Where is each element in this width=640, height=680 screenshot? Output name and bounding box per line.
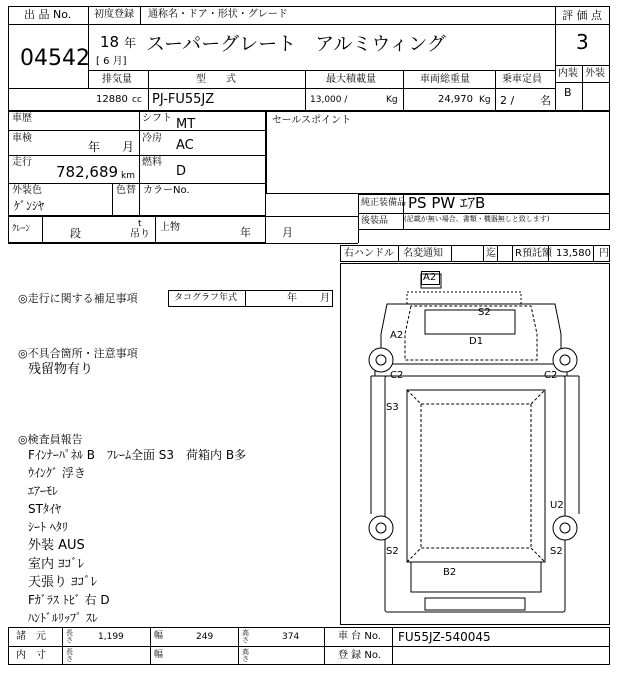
inspection-label: 車検: [12, 133, 32, 144]
mileage-value: 782,689: [56, 163, 119, 181]
damage-mark: S2: [478, 307, 491, 318]
height-label: 高さ: [242, 629, 249, 644]
inspector-line: 天張り ﾖｺﾞﾚ: [28, 575, 98, 590]
max-load-label: 最大積載量: [326, 74, 376, 85]
damage-mark: A2: [390, 330, 404, 341]
damage-mark: A2: [423, 272, 437, 283]
gross-weight-unit: Kg: [479, 95, 491, 105]
shift-label: シフト: [142, 113, 172, 124]
damage-mark: C2: [544, 370, 558, 381]
vehicle-info-frame: [8, 111, 266, 216]
lot-label: 出 品 No.: [24, 8, 72, 21]
length-label: 長さ: [66, 629, 73, 644]
r-mileage-unit: 円: [599, 248, 609, 259]
damage-mark: S2: [386, 546, 399, 557]
crane-label: ｸﾚｰﾝ: [12, 224, 31, 234]
exterior-color-value: ｹﾞﾝｼﾔ: [14, 199, 45, 213]
inner-dims-row-label: 内 寸: [16, 650, 46, 661]
crane-steps: 段: [70, 227, 81, 240]
steering-hand: 右ハンドル: [344, 248, 394, 259]
exterior-grade-label: 外装: [585, 68, 605, 79]
inspection-month: 月: [122, 140, 135, 154]
equipment-value: PS PW ｴｱB: [408, 194, 486, 212]
name-change-box: [451, 245, 484, 262]
grade-label: 評 価 点: [562, 9, 602, 22]
gross-weight-label: 車両総重量: [420, 74, 470, 85]
gross-weight-value: 24,970: [438, 94, 473, 105]
damage-mark: S3: [386, 402, 399, 413]
inspector-line: ｴｱｰﾓﾚ: [28, 484, 59, 498]
model-code: PJ-FU55JZ: [152, 92, 215, 107]
aftermarket-label: 後装品: [361, 216, 389, 226]
crane-lift: 吊り: [130, 229, 150, 240]
capacity-label: 乗車定員: [502, 74, 542, 85]
mileage-unit: km: [121, 171, 135, 181]
damage-mark: D1: [469, 336, 484, 347]
inspector-line: ｳｲﾝｸﾞ 浮き: [28, 466, 86, 480]
capacity-value: 2 /: [500, 94, 515, 107]
stamp-label: 迄: [486, 248, 496, 259]
inspector-line: Fｲﾝﾅｰﾊﾟﾈﾙ B ﾌﾚｰﾑ全面 S3 荷箱内 B多: [28, 448, 247, 462]
shift-value: MT: [176, 117, 196, 132]
mileage-label: 走行: [12, 157, 32, 168]
color-code-label: カラーNo.: [143, 185, 190, 196]
r-mileage-label: R預託額: [515, 248, 552, 259]
tachograph-month: 月: [320, 293, 330, 304]
ac-label: 冷房: [142, 133, 162, 144]
fuel-value: D: [176, 164, 187, 179]
registration-number-label: 登 録 No.: [338, 650, 381, 661]
inspector-line: 外装 AUS: [28, 538, 85, 553]
registration-month: [ 6 月]: [96, 56, 127, 67]
driving-notes-label: ◎走行に関する補足事項: [18, 292, 138, 305]
inspector-line: ｼｰﾄ ﾍﾀﾘ: [28, 520, 68, 534]
registration-year-unit: 年: [124, 36, 137, 50]
damage-mark: C2: [390, 370, 404, 381]
ac-value: AC: [176, 138, 194, 153]
length-label: 長さ: [66, 648, 73, 663]
defect-line: 残留物有り: [28, 362, 94, 377]
height-value: 374: [282, 632, 300, 642]
height-label: 高さ: [242, 648, 249, 663]
width-value: 249: [196, 632, 214, 642]
sales-points-label: セールスポイント: [272, 115, 352, 126]
damage-diagram: [340, 263, 610, 625]
chassis-number: FU55JZ-540045: [398, 630, 491, 644]
max-load-unit: Kg: [386, 95, 398, 105]
stamp-box: [497, 245, 513, 262]
registration-year: 18: [100, 33, 120, 51]
equipment-label: 純正装備品: [361, 198, 407, 208]
tachograph-label: タコグラフ年式: [174, 293, 238, 303]
inspector-line: 室内 ﾖｺﾞﾚ: [28, 557, 85, 572]
name-change-label: 名変通知: [403, 248, 443, 259]
color-change-label: 色替: [116, 185, 136, 196]
inspector-line: ﾊﾝﾄﾞﾙﾘｯﾌﾟ ｽﾚ: [28, 611, 98, 625]
chassis-label: 車 台 No.: [338, 631, 381, 642]
displacement-unit: cc: [132, 95, 142, 105]
specs-row-label: 諸 元: [16, 631, 46, 642]
history-label: 車歴: [12, 113, 32, 124]
interior-grade: B: [564, 86, 572, 99]
damage-mark: U2: [550, 500, 564, 511]
damage-mark: S2: [550, 546, 563, 557]
capacity-unit: 名: [540, 94, 551, 107]
displacement-label: 排気量: [102, 74, 132, 85]
max-load-value: 13,000 /: [310, 95, 348, 105]
lot-number: 04542: [20, 46, 90, 71]
width-label: 幅: [154, 631, 164, 641]
inspection-year: 年: [88, 140, 101, 154]
overall-grade: 3: [576, 30, 589, 54]
displacement-value: 12880: [96, 94, 128, 105]
inspector-line: Fｶﾞﾗｽ ﾄﾋﾞ 右 D: [28, 593, 110, 607]
defects-label: ◎不具合箇所・注意事項: [18, 347, 138, 360]
inspector-line: STﾀｲﾔ: [28, 502, 61, 516]
upper-label: 上物: [160, 222, 180, 233]
fuel-label: 燃料: [142, 157, 162, 168]
r-mileage-value: 13,580: [556, 248, 591, 259]
name-label: 通称名・ドア・形状・グレード: [148, 9, 288, 20]
damage-mark: B2: [443, 567, 457, 578]
length-value: 1,199: [98, 632, 124, 642]
truck-outline: [341, 264, 609, 624]
model-label: 型 式: [196, 74, 236, 85]
inspector-report-label: ◎検査員報告: [18, 433, 83, 446]
interior-grade-label: 内装: [558, 68, 578, 79]
crane-ton: t: [138, 219, 142, 229]
width-label: 幅: [154, 650, 164, 660]
upper-year: 年: [240, 226, 251, 239]
exterior-color-label: 外装色: [12, 185, 42, 196]
tachograph-year: 年: [287, 293, 297, 304]
aftermarket-note: (記載が無い場合、書類・機器無しと致します): [404, 215, 550, 223]
upper-month: 月: [282, 226, 293, 239]
first-registration-label: 初度登録: [94, 9, 134, 20]
model-name: スーパーグレート アルミウィング: [146, 33, 446, 55]
